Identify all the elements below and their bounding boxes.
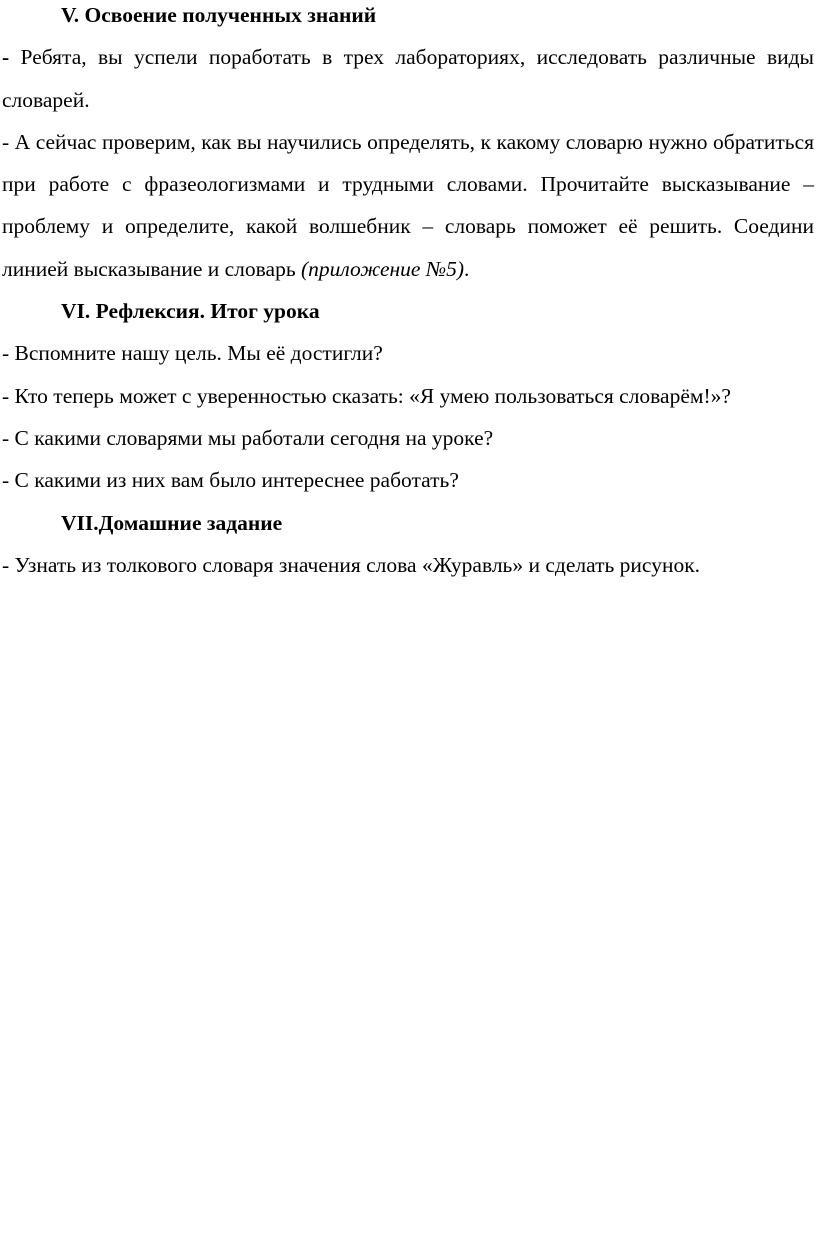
appendix-reference: (приложение №5)	[301, 256, 465, 281]
section-6-line: - Вспомните нашу цель. Мы её достигли?	[2, 341, 383, 366]
paragraph-end: .	[464, 256, 470, 281]
section-7-heading: VII.Домашние задание	[61, 510, 283, 535]
document-content	[2, 0, 814, 586]
section-5-heading: V. Освоение полученных знаний	[61, 3, 377, 27]
paragraph-text: Ребята, вы успели поработать в трех лабораториях, исследовать различные виды словарей.	[2, 45, 814, 112]
paragraph-dash: -	[2, 45, 10, 70]
section-5-paragraph-2	[2, 121, 814, 290]
section-6-line: - С какими словарями мы работали сегодня на уроке?	[2, 425, 494, 450]
section-6-line: - С какими из них вам было интереснее работать?	[2, 468, 459, 493]
section-6-heading: VI. Рефлексия. Итог урока	[61, 299, 320, 324]
section-6-line: - Кто теперь может с уверенностью сказать: «Я умею пользоваться словарём!»?	[2, 383, 731, 408]
section-7-line: - Узнать из толкового словаря значения слова «Журавль» и сделать рисунок.	[2, 552, 701, 577]
paragraph-text: - А сейчас проверим, как вы научились определять, к какому словарю нужно обратиться при работе с фразеологизмами и трудными словами. Прочитайте высказывание – проблему и определите, какой волшебник – словарь поможет её решить. Соедини линией высказывание и словарь	[2, 129, 814, 281]
section-5-paragraph-1	[2, 36, 814, 121]
